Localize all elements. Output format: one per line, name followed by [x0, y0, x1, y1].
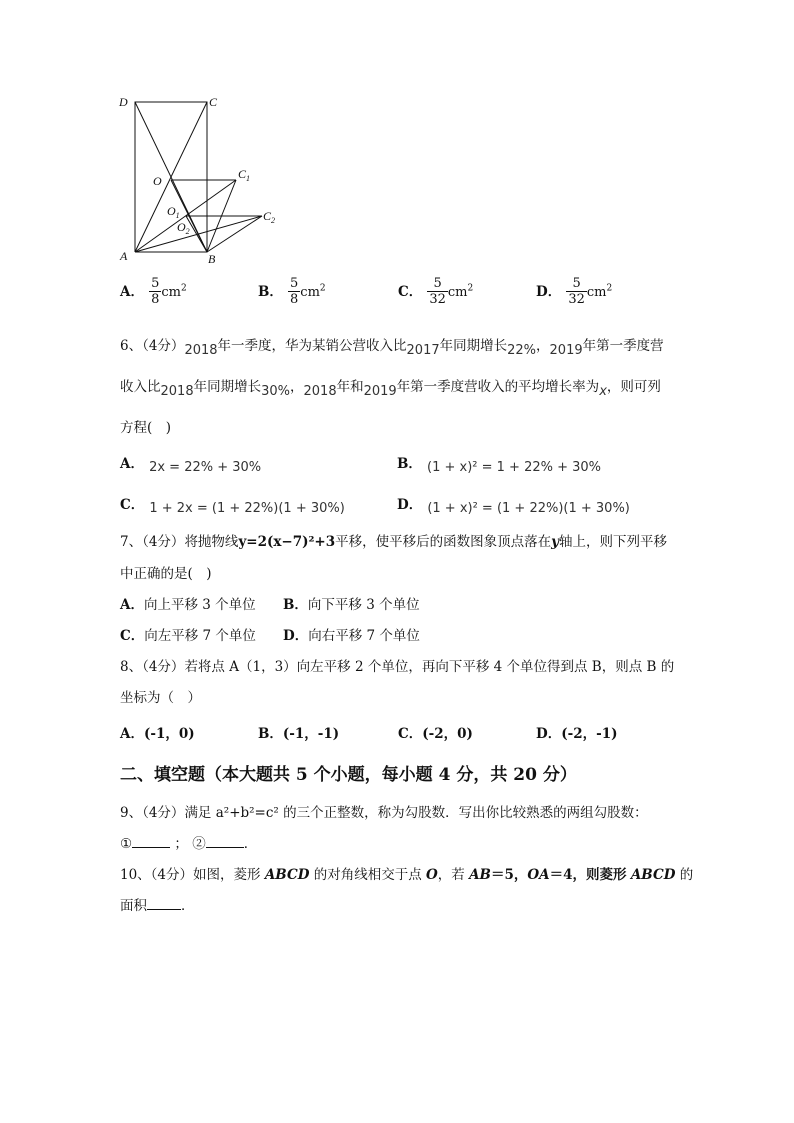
variable: ABCD	[630, 867, 676, 883]
label-c2: $C_2$	[263, 209, 276, 225]
text: ，	[290, 379, 304, 395]
q9-line2	[120, 832, 257, 852]
percent: 22%	[507, 343, 537, 358]
unit: $cm^2$	[161, 283, 187, 300]
option-text: 向右平移 7 个单位	[308, 628, 420, 644]
text: 方程( )	[120, 420, 172, 436]
option-text: 向下平移 3 个单位	[307, 597, 420, 613]
option-expression: 2x = 22% + 30%	[149, 460, 262, 475]
geometry-figure	[112, 92, 292, 267]
q5-option-d[interactable]	[536, 276, 612, 307]
answer-blank-2[interactable]	[206, 847, 244, 848]
percent: 30%	[261, 384, 290, 399]
year: 2018	[303, 384, 337, 399]
label-c1: $C_1$	[238, 167, 251, 183]
text: 如图，菱形	[193, 867, 261, 883]
option-letter: D．	[397, 497, 423, 513]
q6-option-a[interactable]	[120, 452, 262, 475]
equation: y=2(x−7)²+3	[238, 534, 336, 550]
option-letter: B．	[258, 284, 283, 300]
text: 年第一季度营收入的平均增长率为	[396, 379, 600, 395]
text: 若将点 A（1，3）向左平移 2 个单位，再向下平移 4 个单位得到点 B，则点 B 的	[184, 659, 675, 675]
q6-line1	[120, 334, 664, 358]
option-letter: C．	[120, 628, 145, 644]
variable: AB	[469, 867, 491, 883]
label-a: A	[120, 249, 128, 263]
text: 坐标为（ ）	[120, 690, 201, 706]
answer-blank[interactable]	[147, 909, 181, 910]
q8-option-b[interactable]	[258, 722, 339, 742]
option-letter: C．	[120, 497, 145, 513]
q6-option-c[interactable]	[120, 493, 345, 516]
text: 的	[679, 867, 694, 883]
text: 将抛物线	[184, 534, 239, 550]
option-text: (-1，0)	[143, 726, 195, 742]
option-text: (-1，-1)	[282, 726, 340, 742]
segment-ac2	[135, 216, 262, 252]
q9-line1	[120, 801, 648, 821]
unit: $cm^2$	[300, 283, 326, 300]
option-letter: D．	[536, 284, 562, 300]
q6-line3	[120, 416, 171, 436]
text: 年和	[336, 379, 364, 395]
q10-line1	[120, 863, 693, 883]
option-text: 向左平移 7 个单位	[144, 628, 256, 644]
option-letter: A．	[120, 726, 144, 742]
option-letter: A．	[120, 456, 144, 472]
marker: ①	[120, 836, 133, 852]
text: ．	[181, 898, 195, 914]
label-o1: $O_1$	[167, 204, 180, 220]
question-number: 9、（4分）	[120, 805, 185, 821]
text: 年第一季度营	[582, 338, 664, 354]
year: 2018	[184, 343, 218, 358]
variable: x	[599, 384, 607, 399]
option-text: (-2，0)	[422, 726, 473, 742]
year: 2019	[549, 343, 583, 358]
unit: $cm^2$	[586, 283, 613, 300]
text: 平移，使平移后的函数图象顶点落在	[335, 534, 552, 550]
question-number: 6、（4分）	[120, 338, 185, 354]
option-letter: D．	[536, 726, 562, 742]
label-c: C	[209, 95, 218, 109]
variable: ABCD	[264, 867, 310, 883]
marker: ②	[192, 836, 206, 852]
option-letter: C．	[398, 284, 423, 300]
q8-option-d[interactable]	[536, 722, 618, 742]
text: ，若	[437, 867, 465, 883]
option-text: (-2，-1)	[561, 726, 618, 742]
option-expression: 1 + 2x = (1 + 22%)(1 + 30%)	[149, 501, 345, 516]
q7-line1	[120, 530, 667, 550]
text: 收入比	[120, 379, 161, 395]
text: ＝4，则菱形	[549, 867, 627, 883]
variable: OA	[527, 867, 550, 883]
q5-option-c[interactable]	[398, 276, 473, 307]
text: ＝5，	[490, 867, 528, 883]
text: 轴上，则下列平移	[559, 534, 667, 550]
fraction: $\frac{5}{8}$	[290, 276, 299, 307]
segment-bc2	[207, 216, 262, 252]
text: 中正确的是( )	[120, 566, 212, 582]
year: 2019	[363, 384, 397, 399]
q7-option-a[interactable]	[120, 593, 256, 613]
q6-line2	[120, 375, 661, 399]
text: 满足 a²+b²=c² 的三个正整数，称为勾股数．写出你比较熟悉的两组勾股数：	[184, 805, 648, 821]
q10-line2	[120, 894, 195, 914]
variable: y	[551, 534, 559, 550]
text: 年一季度，华为某销公营收入比	[217, 338, 407, 354]
q5-option-a[interactable]	[120, 276, 187, 307]
option-expression: (1 + x)² = (1 + 22%)(1 + 30%)	[427, 501, 630, 516]
option-letter: B．	[258, 726, 283, 742]
variable: O	[426, 867, 438, 883]
section-heading: 二、填空题（本大题共 5 个小题，每小题 4 分，共 20 分）	[120, 765, 577, 785]
text: 的对角线相交于点	[313, 867, 422, 883]
option-letter: A．	[120, 597, 144, 613]
option-text: 向上平移 3 个单位	[143, 597, 256, 613]
q8-line1	[120, 655, 674, 675]
year: 2017	[406, 343, 440, 358]
fraction: $\frac{5}{8}$	[151, 276, 160, 307]
text: ；	[174, 836, 188, 852]
option-expression: (1 + x)² = 1 + 22% + 30%	[427, 460, 602, 475]
text: 年同期增长	[193, 379, 262, 395]
question-number: 8、（4分）	[120, 659, 185, 675]
text: ，	[536, 338, 550, 354]
year: 2018	[160, 384, 194, 399]
text: 面积	[120, 898, 147, 914]
q6-option-b[interactable]	[397, 452, 602, 475]
unit: $cm^2$	[447, 283, 474, 300]
text: 年同期增长	[439, 338, 508, 354]
q7-option-b[interactable]	[283, 593, 420, 613]
text: ，则可列	[606, 379, 661, 395]
option-letter: B．	[397, 456, 422, 472]
fraction: $\frac{5}{32}$	[429, 276, 446, 307]
option-letter: C．	[398, 726, 423, 742]
text: ．	[243, 836, 258, 852]
fraction: $\frac{5}{32}$	[568, 276, 585, 307]
q6-option-d[interactable]	[397, 493, 630, 516]
answer-blank-1[interactable]	[132, 847, 170, 848]
q7-option-c[interactable]	[120, 624, 256, 644]
option-letter: B．	[283, 597, 308, 613]
q8-line2	[120, 686, 201, 706]
question-number: 7、（4分）	[120, 534, 185, 550]
q8-option-c[interactable]	[398, 722, 473, 742]
label-o2: $O_2$	[177, 220, 190, 236]
q5-option-b[interactable]	[258, 276, 326, 307]
q8-option-a[interactable]	[120, 722, 195, 742]
option-letter: A．	[120, 284, 144, 300]
q7-option-d[interactable]	[283, 624, 420, 644]
label-b: B	[208, 252, 216, 266]
label-o: O	[153, 174, 162, 188]
label-d: D	[119, 95, 128, 109]
option-letter: D．	[283, 628, 309, 644]
question-number: 10、（4分）	[120, 867, 194, 883]
q7-line2	[120, 562, 212, 582]
